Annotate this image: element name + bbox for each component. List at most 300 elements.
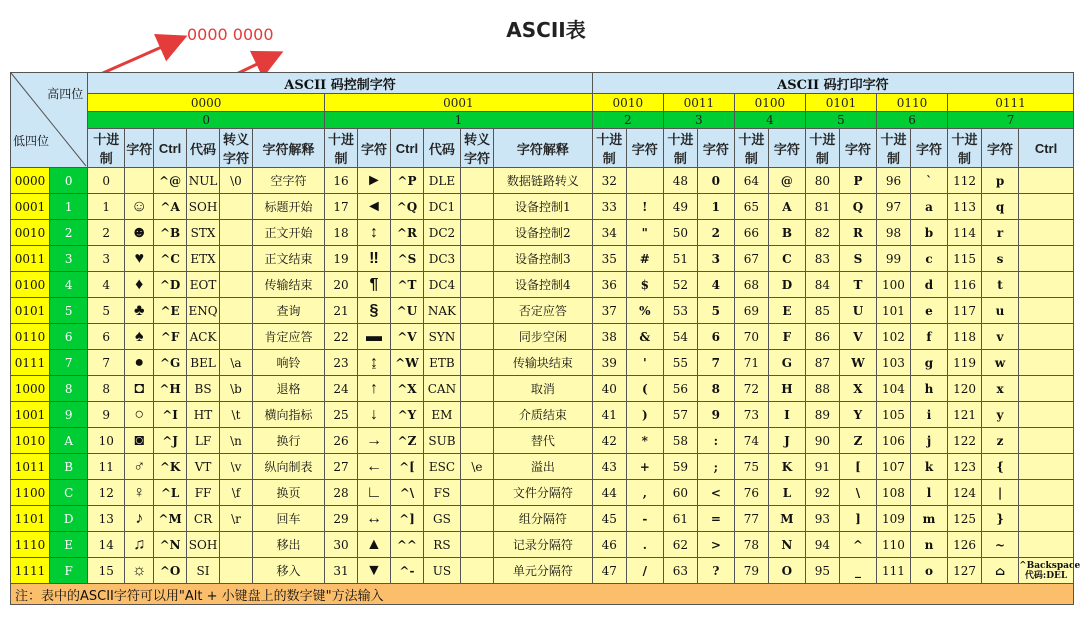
char-cell: ♂ xyxy=(125,454,154,480)
code-cell: SI xyxy=(187,558,220,584)
char-cell: C xyxy=(768,246,805,272)
group-bin-6: 0110 xyxy=(876,94,947,112)
dec-cell: 41 xyxy=(592,402,626,428)
col-header-dec: 十进制 xyxy=(805,129,839,168)
dec-cell: 55 xyxy=(663,350,697,376)
desc-cell: 换页 xyxy=(252,480,324,506)
char-cell: p xyxy=(982,168,1019,194)
table-row xyxy=(11,220,1074,246)
desc-cell: 正文开始 xyxy=(252,220,324,246)
dec-cell: 10 xyxy=(88,428,125,454)
ctrl-cell xyxy=(1019,298,1074,324)
col-header-escape: 转义字符 xyxy=(220,129,253,168)
code-cell: SYN xyxy=(423,324,460,350)
dec-cell: 87 xyxy=(805,350,839,376)
char-cell: ♫ xyxy=(125,532,154,558)
ctrl-cell: ^Backspace 代码:DEL xyxy=(1019,558,1074,584)
dec-cell: 90 xyxy=(805,428,839,454)
char-cell: ? xyxy=(697,558,734,584)
char-cell: n xyxy=(910,532,947,558)
char-cell: * xyxy=(626,428,663,454)
char-cell: E xyxy=(768,298,805,324)
char-cell: ♪ xyxy=(125,506,154,532)
ctrl-cell xyxy=(1019,194,1074,220)
code-cell: NUL xyxy=(187,168,220,194)
row-hex-label: F xyxy=(50,558,88,584)
ctrl-cell: ^N xyxy=(154,532,187,558)
desc-cell: 移入 xyxy=(252,558,324,584)
escape-cell xyxy=(460,506,493,532)
dec-cell: 78 xyxy=(734,532,768,558)
ctrl-cell: ^O xyxy=(154,558,187,584)
dec-cell: 22 xyxy=(325,324,358,350)
char-cell: 7 xyxy=(697,350,734,376)
ctrl-cell xyxy=(1019,428,1074,454)
code-cell: BEL xyxy=(187,350,220,376)
col-header-char: 字符 xyxy=(697,129,734,168)
char-cell: & xyxy=(626,324,663,350)
char-cell: ☻ xyxy=(125,220,154,246)
row-bin-label: 1010 xyxy=(11,428,50,454)
char-cell: - xyxy=(626,506,663,532)
group-bin-3: 0011 xyxy=(663,94,734,112)
char-cell: ← xyxy=(358,454,391,480)
dec-cell: 2 xyxy=(88,220,125,246)
dec-cell: 94 xyxy=(805,532,839,558)
char-cell: ♀ xyxy=(125,480,154,506)
dec-cell: 75 xyxy=(734,454,768,480)
dec-cell: 14 xyxy=(88,532,125,558)
escape-cell: \e xyxy=(460,454,493,480)
ascii-table xyxy=(10,72,1081,605)
row-bin-label: 1100 xyxy=(11,480,50,506)
desc-cell: 横向指标 xyxy=(252,402,324,428)
col-header-dec: 十进制 xyxy=(948,129,982,168)
dec-cell: 37 xyxy=(592,298,626,324)
desc-cell: 退格 xyxy=(252,376,324,402)
dec-cell: 99 xyxy=(876,246,910,272)
dec-cell: 12 xyxy=(88,480,125,506)
desc-cell: 纵向制表 xyxy=(252,454,324,480)
dec-cell: 51 xyxy=(663,246,697,272)
char-cell: > xyxy=(697,532,734,558)
dec-cell: 100 xyxy=(876,272,910,298)
escape-cell xyxy=(220,220,253,246)
char-cell: " xyxy=(626,220,663,246)
escape-cell: \v xyxy=(220,454,253,480)
char-cell: U xyxy=(839,298,876,324)
code-cell: EOT xyxy=(187,272,220,298)
dec-cell: 96 xyxy=(876,168,910,194)
desc-cell: 传输块结束 xyxy=(493,350,592,376)
ctrl-cell: ^S xyxy=(390,246,423,272)
char-cell: ☼ xyxy=(125,558,154,584)
dec-cell: 121 xyxy=(948,402,982,428)
code-cell: DLE xyxy=(423,168,460,194)
char-cell: ` xyxy=(910,168,947,194)
code-cell: LF xyxy=(187,428,220,454)
dec-cell: 65 xyxy=(734,194,768,220)
char-cell: ↕ xyxy=(358,220,391,246)
dec-cell: 32 xyxy=(592,168,626,194)
char-cell: ♥ xyxy=(125,246,154,272)
table-row xyxy=(11,272,1074,298)
dec-cell: 85 xyxy=(805,298,839,324)
col-header-escape: 转义字符 xyxy=(460,129,493,168)
desc-cell: 空字符 xyxy=(252,168,324,194)
char-cell: I xyxy=(768,402,805,428)
dec-cell: 103 xyxy=(876,350,910,376)
table-row xyxy=(11,168,1074,194)
char-cell: d xyxy=(910,272,947,298)
dec-cell: 58 xyxy=(663,428,697,454)
dec-cell: 27 xyxy=(325,454,358,480)
char-cell: o xyxy=(910,558,947,584)
row-hex-label: 9 xyxy=(50,402,88,428)
code-cell: ENQ xyxy=(187,298,220,324)
char-cell: r xyxy=(982,220,1019,246)
row-bin-label: 1011 xyxy=(11,454,50,480)
dec-cell: 47 xyxy=(592,558,626,584)
ctrl-cell: ^J xyxy=(154,428,187,454)
dec-cell: 35 xyxy=(592,246,626,272)
char-cell: c xyxy=(910,246,947,272)
table-row xyxy=(11,402,1074,428)
ctrl-cell xyxy=(1019,532,1074,558)
dec-cell: 98 xyxy=(876,220,910,246)
dec-cell: 116 xyxy=(948,272,982,298)
char-cell: ► xyxy=(358,168,391,194)
dec-cell: 69 xyxy=(734,298,768,324)
row-hex-label: 6 xyxy=(50,324,88,350)
char-cell: ( xyxy=(626,376,663,402)
char-cell: / xyxy=(626,558,663,584)
ctrl-cell: ^W xyxy=(390,350,423,376)
dec-cell: 15 xyxy=(88,558,125,584)
dec-cell: 70 xyxy=(734,324,768,350)
dec-cell: 113 xyxy=(948,194,982,220)
char-cell: g xyxy=(910,350,947,376)
ctrl-cell: ^X xyxy=(390,376,423,402)
ctrl-cell: ^H xyxy=(154,376,187,402)
code-cell: CAN xyxy=(423,376,460,402)
char-cell: G xyxy=(768,350,805,376)
escape-cell xyxy=(460,324,493,350)
desc-cell: 传输结束 xyxy=(252,272,324,298)
dec-cell: 31 xyxy=(325,558,358,584)
desc-cell: 设备控制2 xyxy=(493,220,592,246)
char-cell: e xyxy=(910,298,947,324)
dec-cell: 56 xyxy=(663,376,697,402)
char-cell: x xyxy=(982,376,1019,402)
char-cell: ↓ xyxy=(358,402,391,428)
ctrl-cell: ^I xyxy=(154,402,187,428)
escape-cell xyxy=(220,298,253,324)
dec-cell: 66 xyxy=(734,220,768,246)
char-cell: | xyxy=(982,480,1019,506)
group-hex-6: 6 xyxy=(876,112,947,129)
dec-cell: 105 xyxy=(876,402,910,428)
row-bin-label: 1110 xyxy=(11,532,50,558)
char-cell: ▼ xyxy=(358,558,391,584)
group-bin-7: 0111 xyxy=(948,94,1074,112)
desc-cell: 取消 xyxy=(493,376,592,402)
char-cell: 0 xyxy=(697,168,734,194)
char-cell: ' xyxy=(626,350,663,376)
dec-cell: 38 xyxy=(592,324,626,350)
dec-cell: 21 xyxy=(325,298,358,324)
char-cell: 2 xyxy=(697,220,734,246)
dec-cell: 43 xyxy=(592,454,626,480)
col-header-char: 字符 xyxy=(358,129,391,168)
group-bin-2: 0010 xyxy=(592,94,663,112)
ctrl-cell: ^Y xyxy=(390,402,423,428)
char-cell: H xyxy=(768,376,805,402)
code-cell: ESC xyxy=(423,454,460,480)
char-cell: l xyxy=(910,480,947,506)
group-hex-7: 7 xyxy=(948,112,1074,129)
dec-cell: 119 xyxy=(948,350,982,376)
desc-cell: 查询 xyxy=(252,298,324,324)
desc-cell: 单元分隔符 xyxy=(493,558,592,584)
group-bin-0: 0000 xyxy=(88,94,325,112)
dec-cell: 97 xyxy=(876,194,910,220)
desc-cell: 响铃 xyxy=(252,350,324,376)
row-bin-label: 1111 xyxy=(11,558,50,584)
escape-cell xyxy=(460,272,493,298)
col-header-dec: 十进制 xyxy=(592,129,626,168)
char-cell: L xyxy=(768,480,805,506)
char-cell: ☺ xyxy=(125,194,154,220)
ctrl-cell: ^- xyxy=(390,558,423,584)
char-cell: ♠ xyxy=(125,324,154,350)
char-cell: ♣ xyxy=(125,298,154,324)
char-cell: a xyxy=(910,194,947,220)
escape-cell xyxy=(220,558,253,584)
page-title: ASCII表 xyxy=(506,18,586,42)
col-header-dec: 十进制 xyxy=(734,129,768,168)
code-cell: DC2 xyxy=(423,220,460,246)
ctrl-cell: ^K xyxy=(154,454,187,480)
char-cell: M xyxy=(768,506,805,532)
char-cell: N xyxy=(768,532,805,558)
char-cell: j xyxy=(910,428,947,454)
dec-cell: 62 xyxy=(663,532,697,558)
col-header-ctrl: Ctrl xyxy=(154,129,187,168)
ctrl-cell: ^Q xyxy=(390,194,423,220)
ctrl-cell: ^@ xyxy=(154,168,187,194)
section-print-header: ASCII 码打印字符 xyxy=(592,73,1073,94)
char-cell: J xyxy=(768,428,805,454)
code-cell: SOH xyxy=(187,532,220,558)
dec-cell: 29 xyxy=(325,506,358,532)
char-cell: ▲ xyxy=(358,532,391,558)
table-row xyxy=(11,324,1074,350)
char-cell: _ xyxy=(839,558,876,584)
group-bin-4: 0100 xyxy=(734,94,805,112)
dec-cell: 7 xyxy=(88,350,125,376)
char-cell: b xyxy=(910,220,947,246)
dec-cell: 127 xyxy=(948,558,982,584)
col-header-code: 代码 xyxy=(187,129,220,168)
dec-cell: 13 xyxy=(88,506,125,532)
ctrl-cell: ^U xyxy=(390,298,423,324)
escape-cell xyxy=(220,246,253,272)
dec-cell: 93 xyxy=(805,506,839,532)
dec-cell: 44 xyxy=(592,480,626,506)
char-cell: ] xyxy=(839,506,876,532)
char-cell: T xyxy=(839,272,876,298)
ctrl-cell xyxy=(1019,376,1074,402)
char-cell: 5 xyxy=(697,298,734,324)
ctrl-cell: ^G xyxy=(154,350,187,376)
ctrl-cell: ^E xyxy=(154,298,187,324)
dec-cell: 102 xyxy=(876,324,910,350)
char-cell: 8 xyxy=(697,376,734,402)
code-cell: US xyxy=(423,558,460,584)
ctrl-cell xyxy=(1019,324,1074,350)
dec-cell: 111 xyxy=(876,558,910,584)
desc-cell: 正文结束 xyxy=(252,246,324,272)
dec-cell: 81 xyxy=(805,194,839,220)
dec-cell: 36 xyxy=(592,272,626,298)
ctrl-cell xyxy=(1019,220,1074,246)
dec-cell: 63 xyxy=(663,558,697,584)
char-cell: s xyxy=(982,246,1019,272)
annotation-label: 0000 0000 xyxy=(187,25,274,44)
desc-cell: 替代 xyxy=(493,428,592,454)
dec-cell: 109 xyxy=(876,506,910,532)
char-cell: W xyxy=(839,350,876,376)
char-cell: 1 xyxy=(697,194,734,220)
code-cell: SOH xyxy=(187,194,220,220)
dec-cell: 60 xyxy=(663,480,697,506)
dec-cell: 92 xyxy=(805,480,839,506)
dec-cell: 6 xyxy=(88,324,125,350)
dec-cell: 11 xyxy=(88,454,125,480)
char-cell: ! xyxy=(626,194,663,220)
dec-cell: 59 xyxy=(663,454,697,480)
desc-cell: 设备控制4 xyxy=(493,272,592,298)
escape-cell xyxy=(460,220,493,246)
ctrl-cell: ^T xyxy=(390,272,423,298)
char-cell: F xyxy=(768,324,805,350)
row-hex-label: 5 xyxy=(50,298,88,324)
char-cell: y xyxy=(982,402,1019,428)
escape-cell xyxy=(460,402,493,428)
code-cell: ACK xyxy=(187,324,220,350)
dec-cell: 110 xyxy=(876,532,910,558)
ascii-table-container xyxy=(10,72,1081,621)
escape-cell xyxy=(460,246,493,272)
dec-cell: 117 xyxy=(948,298,982,324)
row-hex-label: 8 xyxy=(50,376,88,402)
code-cell: NAK xyxy=(423,298,460,324)
dec-cell: 107 xyxy=(876,454,910,480)
ctrl-cell: ^P xyxy=(390,168,423,194)
code-cell: DC3 xyxy=(423,246,460,272)
col-header-ctrl: Ctrl xyxy=(1019,129,1074,168)
escape-cell xyxy=(220,324,253,350)
dec-cell: 86 xyxy=(805,324,839,350)
char-cell: K xyxy=(768,454,805,480)
table-row xyxy=(11,506,1074,532)
dec-cell: 40 xyxy=(592,376,626,402)
escape-cell xyxy=(220,272,253,298)
row-bin-label: 0110 xyxy=(11,324,50,350)
dec-cell: 104 xyxy=(876,376,910,402)
escape-cell xyxy=(460,532,493,558)
group-hex-5: 5 xyxy=(805,112,876,129)
ctrl-cell: ^[ xyxy=(390,454,423,480)
code-cell: VT xyxy=(187,454,220,480)
desc-cell: 肯定应答 xyxy=(252,324,324,350)
row-bin-label: 0101 xyxy=(11,298,50,324)
char-cell: 9 xyxy=(697,402,734,428)
dec-cell: 77 xyxy=(734,506,768,532)
row-bin-label: 0111 xyxy=(11,350,50,376)
ctrl-cell: ^^ xyxy=(390,532,423,558)
dec-cell: 80 xyxy=(805,168,839,194)
row-hex-label: A xyxy=(50,428,88,454)
col-header-dec: 十进制 xyxy=(325,129,358,168)
code-cell: ETX xyxy=(187,246,220,272)
escape-cell xyxy=(460,428,493,454)
row-hex-label: E xyxy=(50,532,88,558)
group-bin-5: 0101 xyxy=(805,94,876,112)
row-bin-label: 1000 xyxy=(11,376,50,402)
code-cell: ETB xyxy=(423,350,460,376)
escape-cell: \f xyxy=(220,480,253,506)
char-cell: ∟ xyxy=(358,480,391,506)
char-cell: ◄ xyxy=(358,194,391,220)
dec-cell: 46 xyxy=(592,532,626,558)
row-hex-label: D xyxy=(50,506,88,532)
dec-cell: 84 xyxy=(805,272,839,298)
escape-cell xyxy=(220,194,253,220)
code-cell: BS xyxy=(187,376,220,402)
code-cell: FS xyxy=(423,480,460,506)
char-cell: 4 xyxy=(697,272,734,298)
desc-cell: 设备控制3 xyxy=(493,246,592,272)
row-hex-label: 7 xyxy=(50,350,88,376)
section-control-header: ASCII 码控制字符 xyxy=(88,73,593,94)
escape-cell xyxy=(460,168,493,194)
code-cell: RS xyxy=(423,532,460,558)
dec-cell: 1 xyxy=(88,194,125,220)
desc-cell: 文件分隔符 xyxy=(493,480,592,506)
dec-cell: 89 xyxy=(805,402,839,428)
dec-cell: 3 xyxy=(88,246,125,272)
col-header-char: 字符 xyxy=(125,129,154,168)
char-cell: R xyxy=(839,220,876,246)
row-hex-label: 0 xyxy=(50,168,88,194)
code-cell: SUB xyxy=(423,428,460,454)
dec-cell: 122 xyxy=(948,428,982,454)
char-cell: \ xyxy=(839,480,876,506)
escape-cell xyxy=(460,350,493,376)
dec-cell: 16 xyxy=(325,168,358,194)
dec-cell: 4 xyxy=(88,272,125,298)
dec-cell: 91 xyxy=(805,454,839,480)
escape-cell: \t xyxy=(220,402,253,428)
row-hex-label: 1 xyxy=(50,194,88,220)
col-header-dec: 十进制 xyxy=(663,129,697,168)
dec-cell: 17 xyxy=(325,194,358,220)
char-cell: w xyxy=(982,350,1019,376)
ctrl-cell: ^L xyxy=(154,480,187,506)
group-bin-1: 0001 xyxy=(325,94,593,112)
